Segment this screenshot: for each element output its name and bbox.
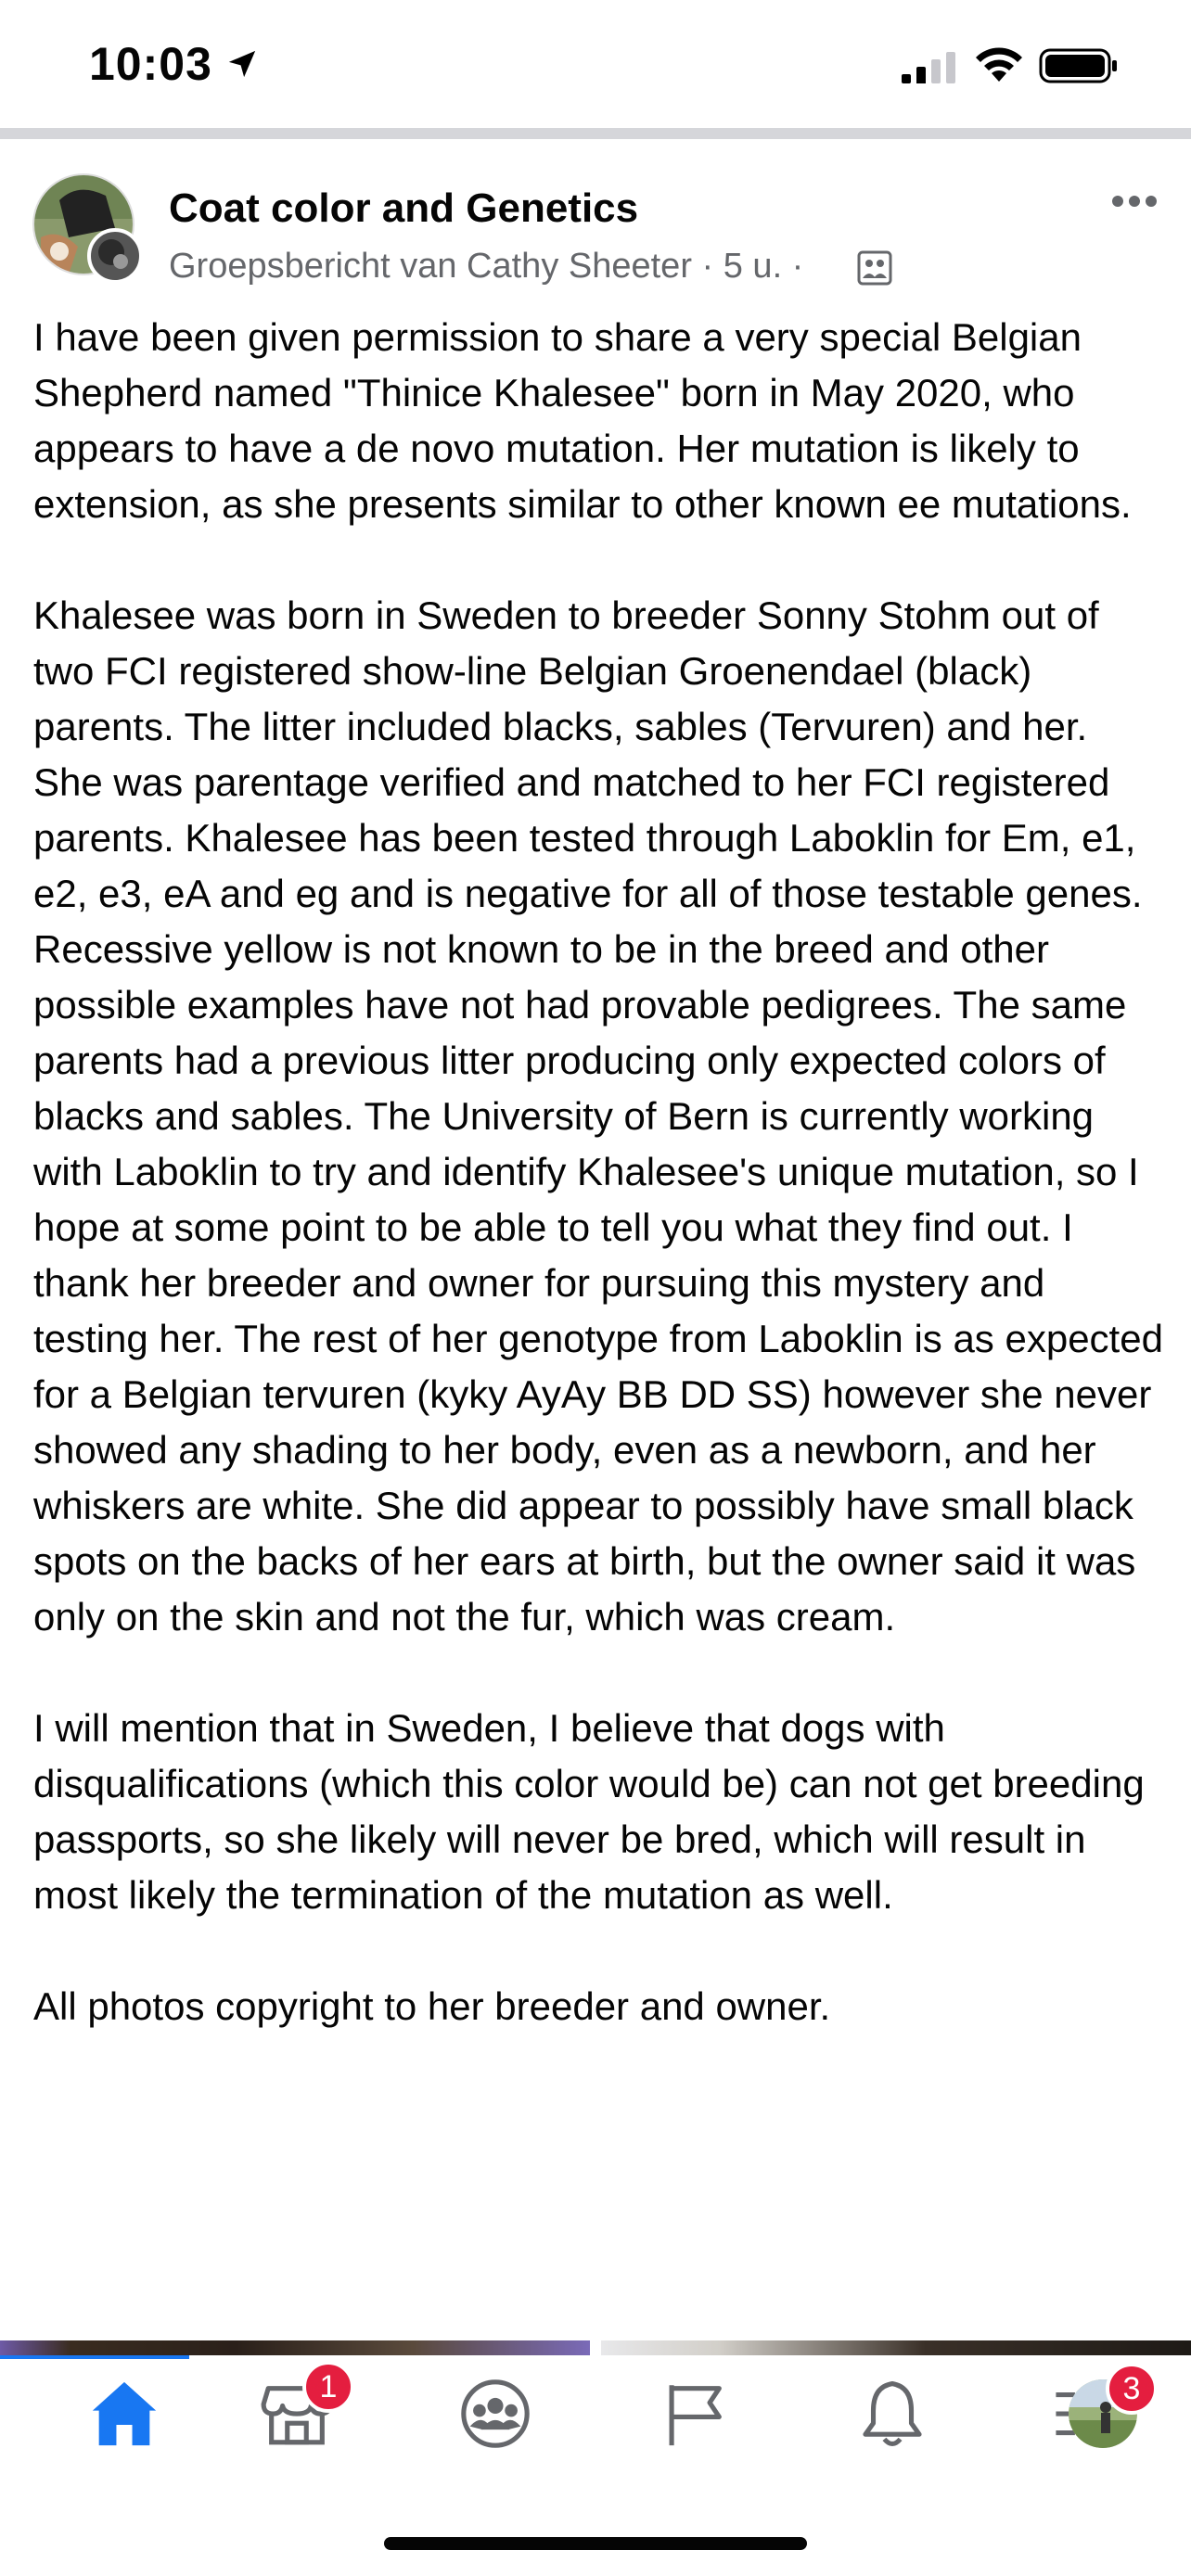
paragraph-spacer [33, 1923, 1165, 1979]
header-divider [0, 128, 1191, 139]
more-horizontal-icon[interactable] [1109, 187, 1159, 215]
location-arrow-icon [226, 48, 258, 80]
post-paragraph: I have been given permission to share a very special Belgian Shepherd named "Thinice Khalesee" born in May 2020, who appears to have a de novo mutation. Her mutation is likely to extension, as she presents similar to other known ee mutations. [33, 315, 1132, 526]
tab-home[interactable] [32, 2363, 217, 2465]
tab-notifications[interactable] [800, 2363, 985, 2465]
tab-pages[interactable] [601, 2363, 787, 2465]
signal-icon [900, 50, 957, 85]
bell-icon [854, 2376, 930, 2452]
status-time: 10:03 [89, 38, 212, 90]
post-body [33, 310, 1165, 2034]
group-audience-icon [857, 250, 892, 286]
wifi-icon [972, 45, 1026, 85]
post-meta: Groepsbericht van Cathy Sheeter · 5 u. · [169, 247, 804, 286]
post-paragraph: I will mention that in Sweden, I believe that dogs with disqualifications (which this color would be) can not get breeding passports, so she likely will never be bred, which will result in most likely the termination of the mutation as well. [33, 1706, 1145, 1917]
battery-icon [1039, 46, 1119, 85]
paragraph-spacer [33, 532, 1165, 588]
tab-marketplace[interactable] [204, 2363, 390, 2465]
marketplace-badge: 1 [302, 2361, 354, 2413]
post-paragraph: All photos copyright to her breeder and owner. [33, 1984, 831, 2028]
post-paragraph: Khalesee was born in Sweden to breeder Sonny Stohm out of two FCI registered show-line Belgian Groenendael (black) parents. The litter included blacks, sables (Tervuren) and her. She was parentage verified and matched to her FCI registered parents. Khalesee has been tested through Laboklin for Em, e1, e2, e3, eA and eg and is negative for all of those testable genes. Recessive yellow is not known to be in the breed and other possible examples have not had provable pedigrees. The same parents had a previous litter producing only expected colors of blacks and sables. The University of Bern is currently working with Laboklin to try and identify Khalesee's unique mutation, so I hope at some point to be able to tell you what they find out. I thank her breeder and owner for pursuing this mystery and testing her. The rest of her genotype from Laboklin is as expected for a Belgian tervuren (kyky AyAy BB DD SS) however she never showed any shading to her body, even as a newborn, and her whiskers are white. She did appear to possibly have small black spots on the backs of her ears at birth, but the owner said it was only on the skin and not the fur, which was cream. [33, 593, 1163, 1639]
group-name[interactable]: Coat color and Genetics [169, 185, 639, 231]
tab-groups[interactable] [403, 2363, 588, 2465]
menu-badge: 3 [1106, 2363, 1158, 2415]
paragraph-spacer [33, 1645, 1165, 1701]
flag-icon [656, 2376, 732, 2452]
groups-icon [457, 2376, 533, 2452]
post-photo[interactable] [601, 2340, 1191, 2355]
status-bar [0, 0, 1191, 130]
group-avatar[interactable] [32, 172, 143, 284]
home-icon [86, 2376, 162, 2452]
post-photo[interactable] [0, 2340, 590, 2355]
post-photos[interactable] [0, 2340, 1191, 2355]
home-indicator[interactable] [384, 2537, 807, 2550]
